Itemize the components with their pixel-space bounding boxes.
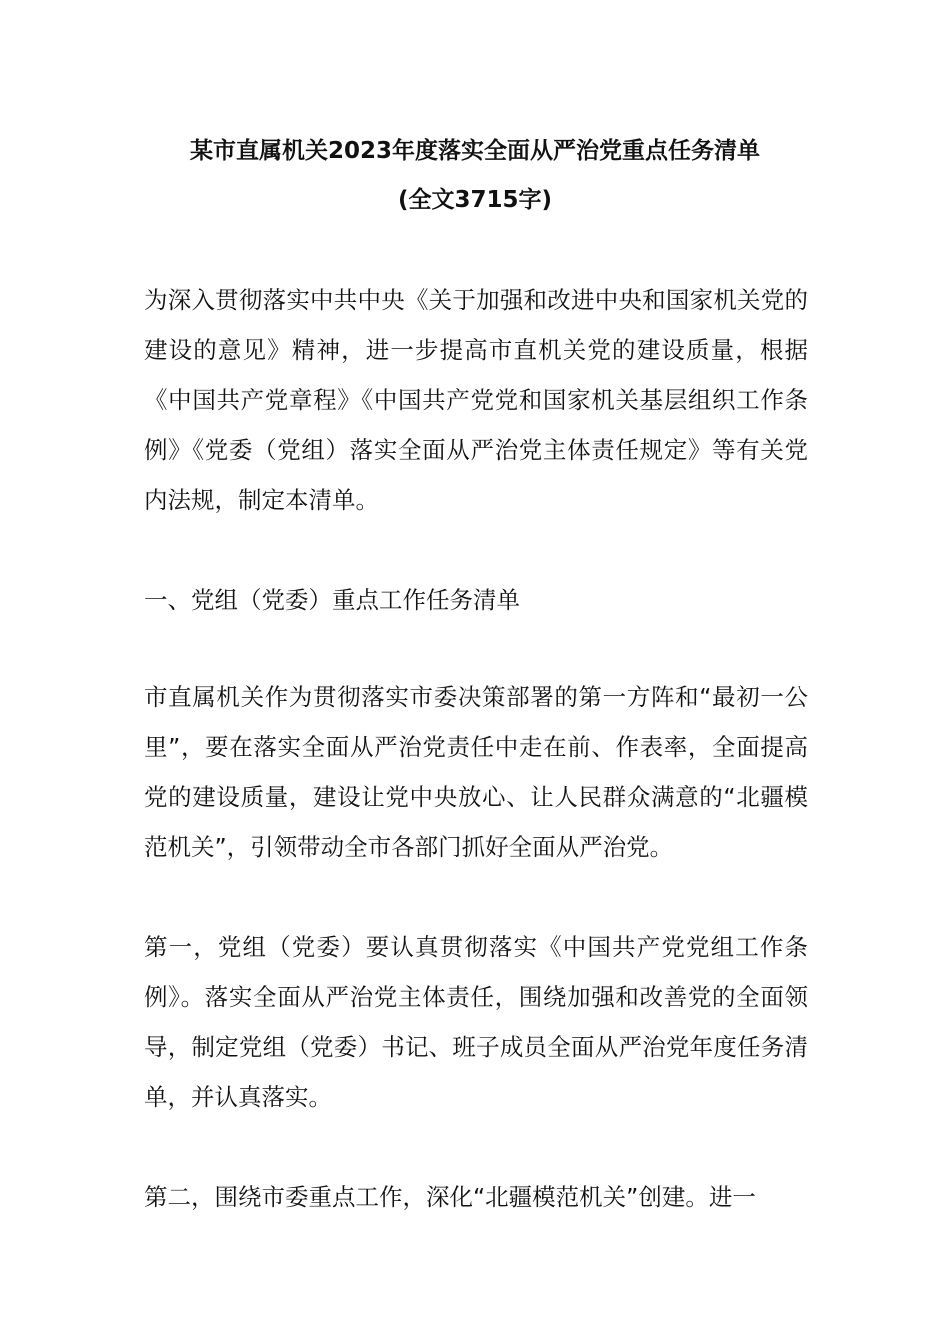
section-paragraph: 市直属机关作为贯彻落实市委决策部署的第一方阵和“最初一公里”，要在落实全面从严治党责任中走在前、作表率，全面提高党的建设质量，建设让党中央放心、让人民群众满意的“北疆模范机关”，引领带动全市各部门抓好全面从严治党。 — [144, 683, 808, 861]
document-title: 某市直属机关2023年度落实全面从严治党重点任务清单 — [189, 138, 760, 164]
intro-paragraph: 为深入贯彻落实中共中央《关于加强和改进中央和国家机关党的建设的意见》精神，进一步提高市直机关党的建设质量，根据《中国共产党章程》《中国共产党党和国家机关基层组织工作条例》《党委（党组）落实全面从严治党主体责任规定》等有关党内法规，制定本清单。 — [144, 286, 808, 514]
task-item-1: 第一，党组（党委）要认真贯彻落实《中国共产党党组工作条例》。落实全面从严治党主体责任，围绕加强和改善党的全面领导，制定党组（党委）书记、班子成员全面从严治党年度任务清单，并认真落实。 — [144, 933, 808, 1111]
task-item-2: 第二，围绕市委重点工作，深化“北疆模范机关”创建。进一 — [144, 1183, 756, 1211]
section-heading: 一、党组（党委）重点工作任务清单 — [144, 586, 520, 614]
document-subtitle: (全文3715字) — [397, 187, 553, 213]
